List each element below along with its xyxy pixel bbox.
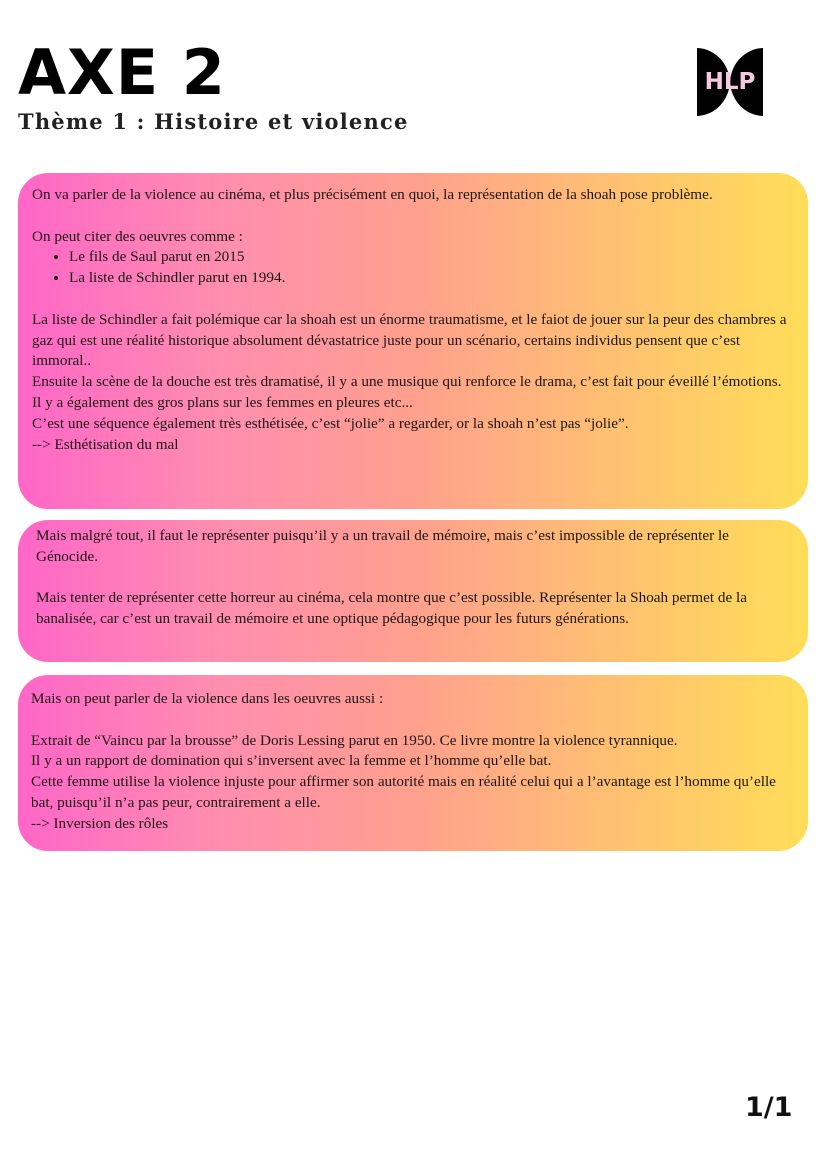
paragraph: Il y a également des gros plans sur les femmes en pleures etc...	[32, 393, 413, 411]
paragraph: Mais on peut parler de la violence dans les oeuvres aussi :	[31, 690, 384, 707]
page-number: 1/1	[745, 1092, 793, 1123]
content-card-memory	[18, 520, 808, 662]
content-card-cinema-shoah	[18, 173, 808, 509]
page-subtitle: Thème 1 : Histoire et violence	[18, 109, 409, 134]
logo-text: HLP	[704, 69, 756, 95]
content-card-literature	[18, 675, 808, 851]
paragraph: On va parler de la violence au cinéma, et plus précisément en quoi, la représentation de la shoah pose problème.	[32, 186, 713, 203]
paragraph: Extrait de “Vaincu par la brousse” de Doris Lessing parut en 1950. Ce livre montre la violence tyrannique.	[31, 731, 678, 749]
conclusion-line: --> Esthétisation du mal	[32, 435, 179, 453]
paragraph: Mais malgré tout, il faut le représenter puisqu’il y a un travail de mémoire, mais c’est impossible de représenter le Génocide.	[36, 527, 729, 565]
paragraph: Cette femme utilise la violence injuste pour affirmer son autorité mais en réalité celui qui a l’avantage est l’homme qu’elle bat, puisqu’il n’a pas peur, contrairement a elle.	[31, 773, 776, 811]
page-title: AXE 2	[18, 36, 226, 109]
list-intro: On peut citer des oeuvres comme :	[32, 227, 243, 245]
works-list	[32, 247, 794, 289]
paragraph: Ensuite la scène de la douche est très dramatisé, il y a une musique qui renforce le drama, c’est fait pour éveillé l’émotions.	[32, 373, 782, 391]
paragraph: La liste de Schindler a fait polémique car la shoah est un énorme traumatisme, et le faiot de jouer sur la peur des chambres a gaz qui est une réalité historique absolument dévastatrice juste pour un scénario, certains individus pensent que c’est immoral..	[32, 310, 787, 370]
paragraph: Il y a un rapport de domination qui s’inversent avec la femme et l’homme qu’elle bat.	[31, 752, 552, 770]
paragraph: C’est une séquence également très esthétisée, c’est “jolie” a regarder, or la shoah n’est pas “jolie”.	[32, 414, 629, 432]
list-item: • Le fils de Saul parut en 2015	[69, 247, 794, 268]
hlp-logo-icon	[697, 48, 763, 116]
conclusion-line: --> Inversion des rôles	[31, 814, 169, 832]
paragraph: Mais tenter de représenter cette horreur au cinéma, cela montre que c’est possible. Représenter la Shoah permet de la banalisée, car c’est un travail de mémoire et une optique pédagogique pour les futurs générations.	[36, 589, 747, 628]
list-item: • La liste de Schindler parut en 1994.	[69, 268, 794, 289]
